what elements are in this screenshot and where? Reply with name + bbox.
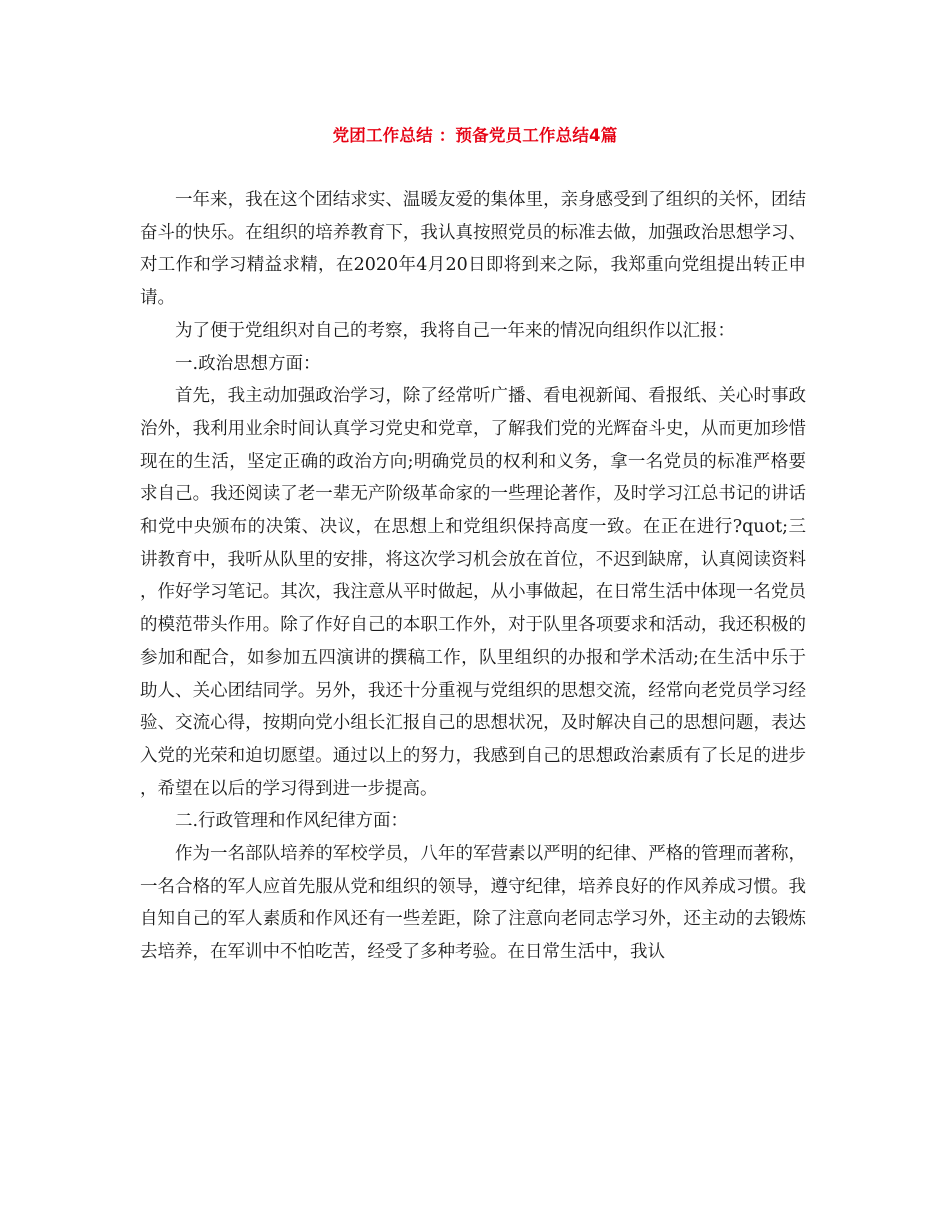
paragraph-intro: 一年来，我在这个团结求实、温暖友爱的集体里，亲身感受到了组织的关怀，团结奋斗的快乐。在组织的培养教育下，我认真按照党员的标准去做，加强政治思想学习、对工作和学习精益求精，在2020年4月20日即将到来之际，我郑重向党组提出转正申请。: [140, 190, 806, 309]
paragraph-political: 首先，我主动加强政治学习，除了经常听广播、看电视新闻、看报纸、关心时事政治外，我利用业余时间认真学习党史和党章，了解我们党的光辉奋斗史，从而更加珍惜现在的生活，坚定正确的政治方向;明确党员的权利和义务，拿一名党员的标准严格要求自己。我还阅读了老一辈无产阶级革命家的一些理论著作，及时学习江总书记的讲话和党中央颁布的决策、决议，在思想上和党组织保持高度一致。在正在进行?quot;三讲教育中，我听从队里的安排，将这次学习机会放在首位，不迟到缺席，认真阅读资料，作好学习笔记。其次，我注意从平时做起，从小事做起，在日常生活中体现一名党员的模范带头作用。除了作好自己的本职工作外，对于队里各项要求和活动，我还积极的参加和配合，如参加五四演讲的撰稿工作，队里组织的办报和学术活动;在生活中乐于助人、关心团结同学。另外，我还十分重视与党组织的思想交流，经常向老党员学习经验、交流心得，按期向党小组长汇报自己的思想状况，及时解决自己的思想问题，表达入党的光荣和迫切愿望。通过以上的努力，我感到自己的思想政治素质有了长足的进步，希望在以后的学习得到进一步提高。: [140, 386, 806, 799]
document-title: 党团工作总结 ：预备党员工作总结4篇: [332, 126, 618, 145]
section-heading-discipline: 二.行政管理和作风纪律方面：: [175, 811, 409, 832]
section-heading-political: 一.政治思想方面：: [175, 353, 321, 374]
document-body: [140, 184, 806, 969]
paragraph-report-intro: 为了便于党组织对自己的考察，我将自己一年来的情况向组织作以汇报：: [175, 320, 735, 341]
paragraph-discipline: 作为一名部队培养的军校学员，八年的军营素以严明的纪律、严格的管理而著称，一名合格的军人应首先服从党和组织的领导，遵守纪律，培养良好的作风养成习惯。我自知自己的军人素质和作风还有一些差距，除了注意向老同志学习外，还主动的去锻炼去培养，在军训中不怕吃苦，经受了多种考验。在日常生活中，我认: [140, 844, 806, 963]
